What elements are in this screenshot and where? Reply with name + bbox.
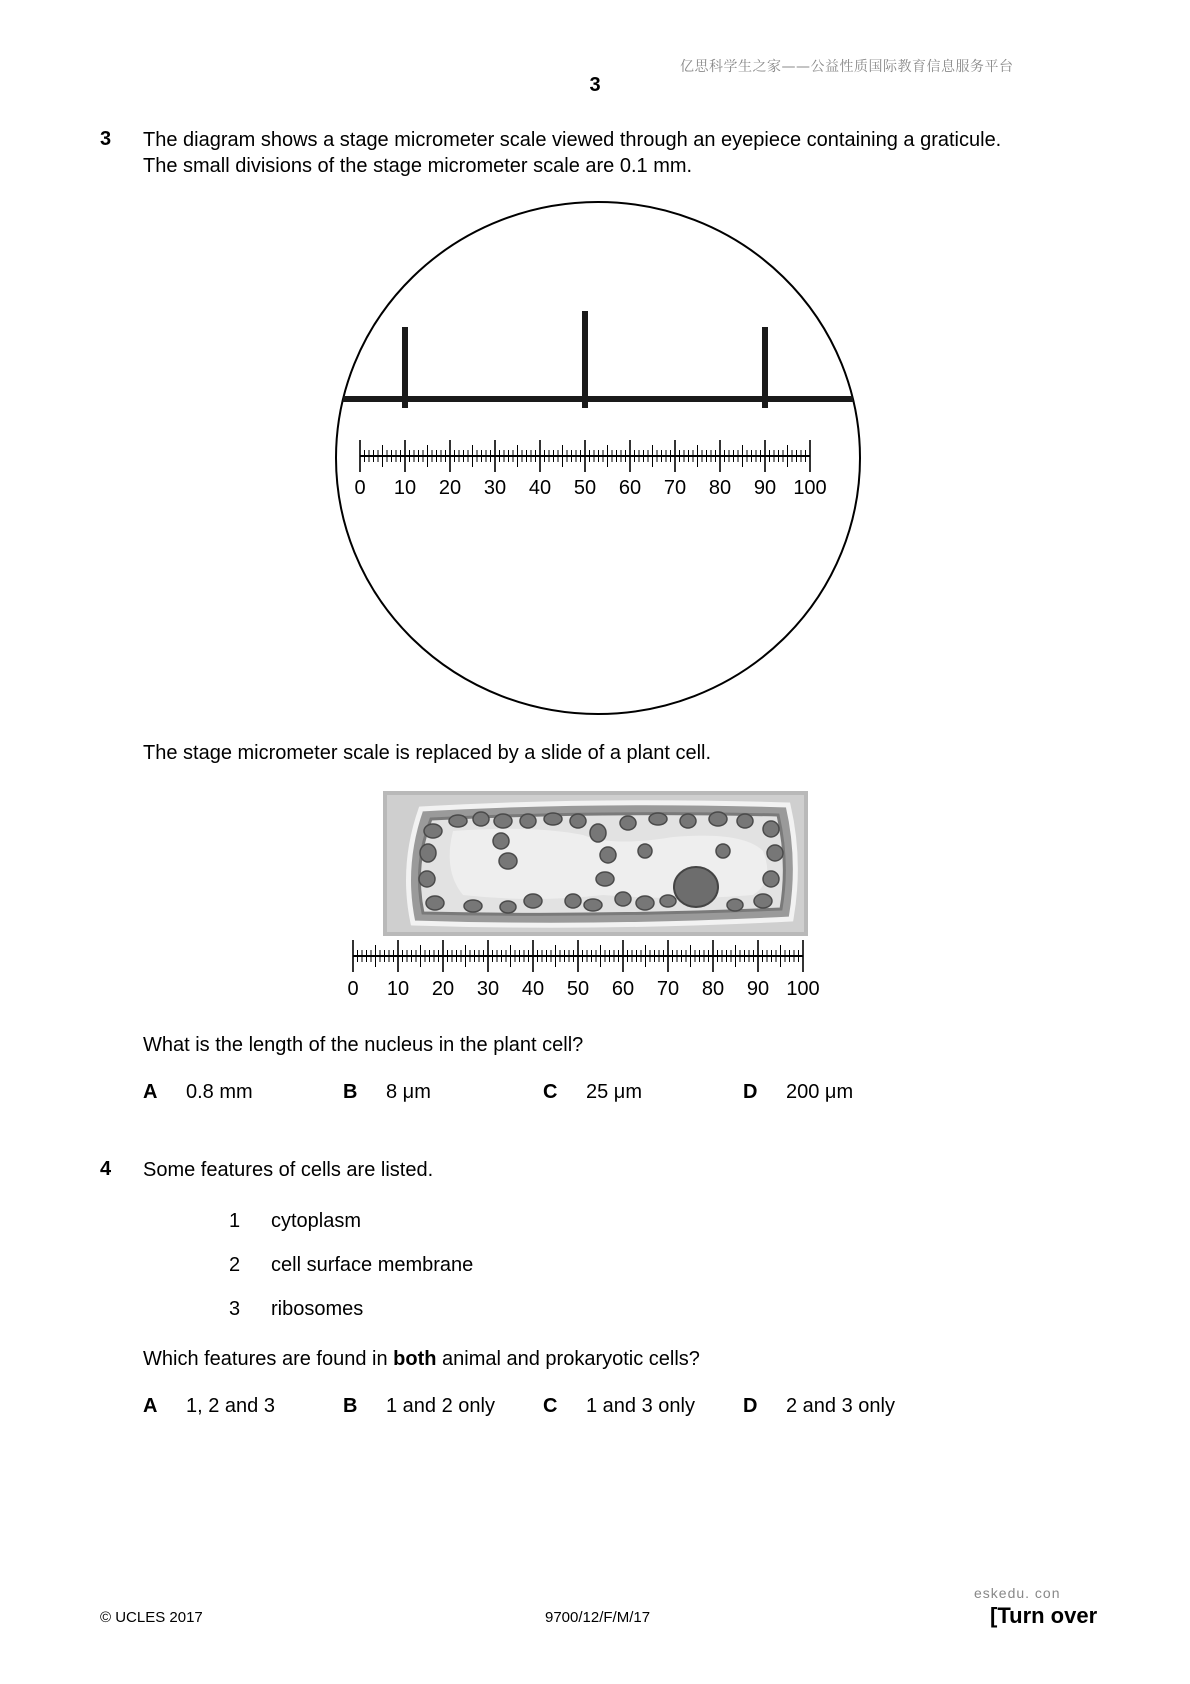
site-watermark: eskedu. con [974,1585,1061,1601]
replacement-text: The stage micrometer scale is replaced by a slide of a plant cell. [143,742,712,764]
scale-1-label: 70 [663,477,687,499]
page-number: 3 [589,74,601,96]
q3-option-b-text[interactable]: 8 μm [386,1081,431,1103]
q4-option-c-letter[interactable]: C [543,1395,558,1417]
feature-2-text: cell surface membrane [271,1254,474,1276]
q4-option-b-letter[interactable]: B [343,1395,358,1417]
q4-option-a-text[interactable]: 1, 2 and 3 [186,1395,275,1417]
scale-1-label: 20 [438,477,462,499]
paper-code: 9700/12/F/M/17 [545,1609,651,1626]
q3-option-a-letter[interactable]: A [143,1081,158,1103]
feature-3-number: 3 [229,1298,241,1320]
scale-2-label: 50 [566,978,590,1000]
q4-option-d-text[interactable]: 2 and 3 only [786,1395,895,1417]
q3-option-c-text[interactable]: 25 μm [586,1081,642,1103]
question-4-intro: Some features of cells are listed. [143,1159,434,1181]
q4-option-b-text[interactable]: 1 and 2 only [386,1395,495,1417]
q3-option-b-letter[interactable]: B [343,1081,358,1103]
scale-2-label: 90 [746,978,770,1000]
copyright: © UCLES 2017 [100,1609,203,1626]
scale-1-label: 30 [483,477,507,499]
prompt-post: animal and prokaryotic cells? [436,1348,700,1370]
prompt-pre: Which features are found in [143,1348,394,1370]
q3-option-c-letter[interactable]: C [543,1081,558,1103]
feature-2-number: 2 [229,1254,241,1276]
feature-1-number: 1 [229,1210,241,1232]
scale-1-label: 100 [793,477,827,499]
scale-1-label: 60 [618,477,642,499]
question-3-line-1: The diagram shows a stage micrometer scale viewed through an eyepiece containing a graticule. [143,129,1002,151]
scale-2-label: 100 [786,978,820,1000]
q4-option-c-text[interactable]: 1 and 3 only [586,1395,695,1417]
scale-1-label: 50 [573,477,597,499]
question-4-number: 4 [100,1158,112,1180]
scale-2-label: 80 [701,978,725,1000]
scale-2-label: 10 [386,978,410,1000]
feature-1-text: cytoplasm [271,1210,362,1232]
plant-cell-image [383,791,808,936]
watermark-text: 亿思科学生之家——公益性质国际教育信息服务平台 [680,59,1014,75]
scale-1-label: 80 [708,477,732,499]
question-4-prompt [143,1346,700,1372]
question-3-prompt: What is the length of the nucleus in the plant cell? [143,1034,584,1056]
scale-2-label: 70 [656,978,680,1000]
q4-option-a-letter[interactable]: A [143,1395,158,1417]
scale-1-label: 40 [528,477,552,499]
scale-2-label: 0 [347,978,359,1000]
scale-1-label: 90 [753,477,777,499]
q3-option-a-text[interactable]: 0.8 mm [186,1081,253,1103]
q4-option-d-letter[interactable]: D [743,1395,758,1417]
stage-micrometer-scale-2 [330,935,870,1005]
prompt-bold: both [393,1348,437,1370]
feature-3-text: ribosomes [271,1298,364,1320]
question-3-number: 3 [100,128,112,150]
scale-1-label: 10 [393,477,417,499]
scale-2-label: 40 [521,978,545,1000]
eyepiece-diagram [330,200,870,720]
scale-2-label: 30 [476,978,500,1000]
q3-option-d-text[interactable]: 200 μm [786,1081,854,1103]
scale-1-label: 0 [354,477,366,499]
scale-2-label: 20 [431,978,455,1000]
turn-over: [Turn over [990,1603,1098,1628]
question-3-line-2: The small divisions of the stage micrometer scale are 0.1 mm. [143,155,693,177]
nucleus-shape [674,867,718,907]
scale-2-label: 60 [611,978,635,1000]
q3-option-d-letter[interactable]: D [743,1081,758,1103]
